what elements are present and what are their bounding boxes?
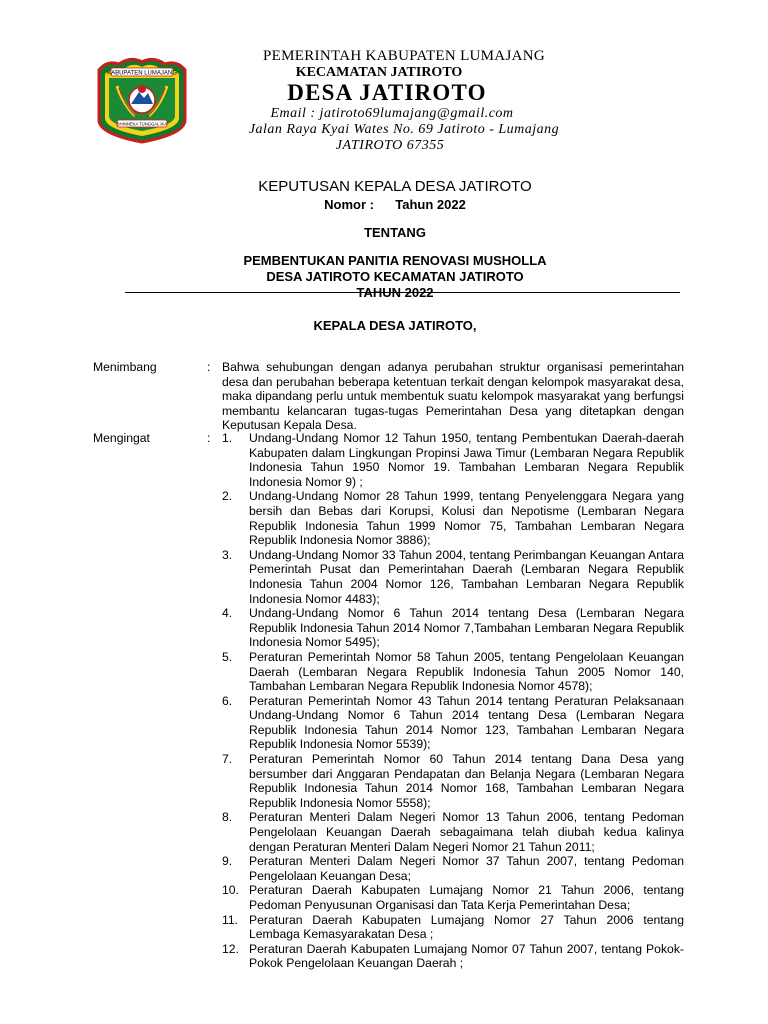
list-item-text: Peraturan Daerah Kabupaten Lumajang Nomor 07 Tahun 2007, tentang Pokok-Pokok Pengelolaan Keuangan Daerah ; [249, 941, 684, 971]
list-item-text: Undang-Undang Nomor 28 Tahun 1999, tentang Penyelenggara Negara yang bersih dan Bebas dari Korupsi, Kolusi dan Nepotisme (Lembaran Negara Republik Indonesia Tahun 1999 Nomor 75, Tambahan Lembaran Negara Republik Indonesia Nomor 3886); [249, 489, 684, 548]
subject-line-1: PEMBENTUKAN PANITIA RENOVASI MUSHOLLA [243, 253, 547, 268]
list-item-number: 8. [222, 810, 233, 825]
list-item-number: 6. [222, 693, 233, 708]
subject-line-2: DESA JATIROTO KECAMATAN JATIROTO [266, 269, 524, 284]
mengingat-list [222, 431, 684, 971]
email-line: Email : jatiroto69lumajang@gmail.com [270, 106, 514, 121]
list-item-text: Peraturan Menteri Dalam Negeri Nomor 37 Tahun 2007, tentang Pedoman Pengelolaan Keuangan Desa; [249, 854, 684, 883]
list-item [222, 854, 684, 883]
list-item-number: 7. [222, 752, 233, 767]
list-item-number: 9. [222, 854, 233, 869]
list-item-text: Peraturan Daerah Kabupaten Lumajang Nomor 21 Tahun 2006, tentang Pedoman Penyusunan Organisasi dan Tata Kerja Pemerintahan Desa; [249, 883, 684, 912]
list-item [222, 431, 684, 489]
list-item [222, 810, 684, 854]
decree-year: Tahun 2022 [395, 197, 466, 212]
list-item [222, 606, 684, 650]
list-item-text: Peraturan Daerah Kabupaten Lumajang Nomor 27 Tahun 2006 tentang Lembaga Kemasyarakatan Desa ; [249, 912, 684, 942]
list-item [222, 694, 684, 752]
decree-number-label: Nomor : [324, 197, 375, 212]
svg-text:KABUPATEN LUMAJANG: KABUPATEN LUMAJANG [107, 70, 177, 77]
address-line: Jalan Raya Kyai Wates No. 69 Jatiroto - Lumajang [248, 122, 560, 137]
list-item [222, 489, 684, 547]
list-item [222, 883, 684, 912]
list-item [222, 650, 684, 694]
issuer-heading: KEPALA DESA JATIROTO, [313, 318, 477, 333]
menimbang-text: Bahwa sehubungan dengan adanya perubahan struktur organisasi pemerintahan desa dan perubahan beberapa ketentuan terkait dengan kelompok masyarakat desa, maka dipandang perlu untuk membentuk suatu kelompok masyarakat yang berfungsi membantu kelancaran tugas-tugas Pemerintahan Desa yang ditetapkan dengan Keputusan Kepala Desa. [222, 360, 684, 433]
list-item-number: 3. [222, 547, 233, 562]
menimbang-colon: : [207, 360, 211, 374]
list-item-text: Peraturan Pemerintah Nomor 58 Tahun 2005, tentang Pengelolaan Keuangan Daerah (Lembaran Negara Republik Indonesia Tahun 2005 Nomor 140, Tambahan Lembaran Negara Republik Indonesia Nomor 4578); [249, 649, 684, 694]
district-name: KECAMATAN JATIROTO [295, 65, 463, 80]
list-item-text: Peraturan Menteri Dalam Negeri Nomor 13 Tahun 2006, tentang Pedoman Pengelolaan Keuangan Daerah sebagaimana telah diubah kedua kalinya dengan Peraturan Menteri Dalam Negeri Nomor 21 Tahun 2011; [249, 810, 684, 854]
postal-line: JATIROTO 67355 [335, 138, 445, 153]
decree-number [200, 197, 590, 213]
list-item-text: Undang-Undang Nomor 33 Tahun 2004, tentang Perimbangan Keuangan Antara Pemerintah Pusat dan Pemerintahan Daerah (Lembaran Negara Republik Indonesia Tahun 2004 Nomor 126, Tambahan Lembaran Negara Republik Indonesia Nomor 4483); [249, 547, 684, 606]
decree-title: KEPUTUSAN KEPALA DESA JATIROTO [258, 178, 532, 195]
list-item [222, 752, 684, 810]
tentang-heading: TENTANG [364, 225, 426, 240]
list-item-number: 10. [222, 883, 239, 898]
list-item [222, 548, 684, 606]
list-item-text: Peraturan Pemerintah Nomor 43 Tahun 2014 tentang Peraturan Pelaksanaan Undang-Undang Nomor 6 Tahun 2014 tentang Desa (Lembaran Negara Republik Indonesia Tahun 2014 Nomor 123, Tambahan Lembaran Negara Republik Indonesia Nomor 5539); [249, 693, 684, 752]
subject-line-3: TAHUN 2022 [356, 285, 434, 300]
village-name: DESA JATIROTO [287, 80, 487, 105]
list-item-number: 1. [222, 431, 233, 445]
mengingat-colon: : [207, 431, 211, 445]
list-item [222, 942, 684, 971]
government-name: PEMERINTAH KABUPATEN LUMAJANG [263, 48, 545, 64]
mengingat-label: Mengingat [93, 431, 150, 445]
list-item-number: 2. [222, 489, 233, 504]
list-item-text: Peraturan Pemerintah Nomor 60 Tahun 2014 tentang Dana Desa yang bersumber dari Anggaran Pendapatan dan Belanja Negara (Lembaran Negara Republik Indonesia Tahun 2014 Nomor 168, Tambahan Lembaran Negara Republik Indonesia Nomor 5558); [249, 752, 684, 810]
decree-subject [200, 253, 590, 301]
list-item-number: 4. [222, 606, 233, 621]
list-item-number: 11. [222, 912, 239, 927]
decree-title-block [200, 178, 590, 301]
svg-text:BHINNEKA TUNGGAL IKA: BHINNEKA TUNGGAL IKA [116, 121, 168, 127]
list-item-number: 5. [222, 649, 233, 664]
letterhead [210, 48, 598, 154]
list-item-text: Undang-Undang Nomor 12 Tahun 1950, tentang Pembentukan Daerah-daerah Kabupaten dalam Lingkungan Propinsi Jawa Timur (Lembaran Negara Republik Indonesia Tahun 1950 Nomor 19. Tambahan Lembaran Negara Republik Indonesia Nomor 9) ; [249, 431, 684, 489]
title-divider [125, 292, 680, 293]
list-item [222, 913, 684, 942]
list-item-number: 12. [222, 941, 239, 956]
list-item-text: Undang-Undang Nomor 6 Tahun 2014 tentang Desa (Lembaran Negara Republik Indonesia Tahun 2014 Nomor 7,Tambahan Lembaran Negara Republik Indonesia Nomor 5495); [249, 606, 684, 650]
menimbang-label: Menimbang [93, 360, 157, 374]
